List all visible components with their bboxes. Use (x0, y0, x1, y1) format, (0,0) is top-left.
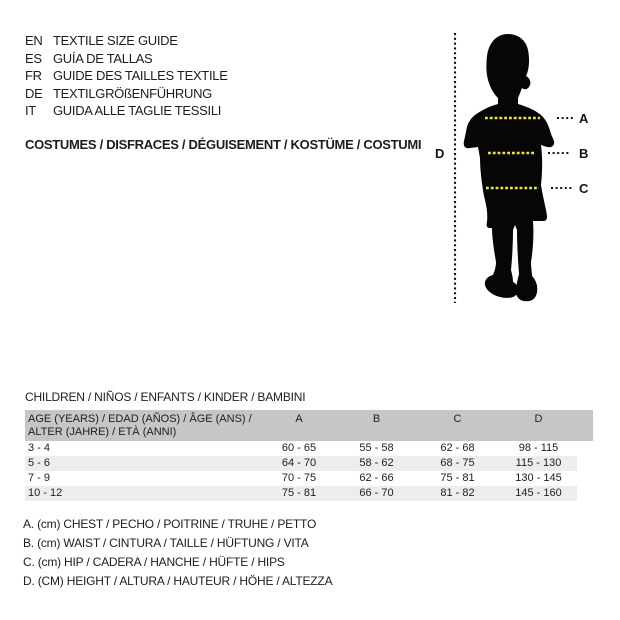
language-label: GUIDE DES TAILLES TEXTILE (53, 68, 228, 84)
legend-item-chest: A. (cm) CHEST / PECHO / POITRINE / TRUHE / PETTO (23, 517, 317, 532)
legend-item-hip: C. (cm) HIP / CADERA / HANCHE / HÜFTE / HIPS (23, 554, 285, 569)
language-code: FR (25, 68, 42, 84)
waist-cell: 58 - 62 (359, 457, 394, 469)
language-code: IT (25, 103, 36, 119)
waist-cell: 66 - 70 (359, 487, 394, 499)
table-row (25, 471, 577, 486)
language-label: TEXTILE SIZE GUIDE (53, 33, 178, 49)
list-item (25, 67, 228, 85)
label-b: B (579, 146, 589, 161)
age-column-header (25, 410, 260, 439)
hip-cell: 75 - 81 (440, 472, 475, 484)
list-item (25, 50, 228, 68)
chest-cell: 75 - 81 (281, 487, 317, 499)
size-table (25, 410, 593, 501)
age-cell: 3 - 4 (28, 442, 51, 454)
child-silhouette (464, 34, 554, 301)
table-row (25, 456, 577, 471)
legend-item-waist: B. (cm) WAIST / CINTURA / TAILLE / HÜFTUNG / VITA (23, 536, 309, 551)
language-label: TEXTILGRÖßENFÜHRUNG (53, 85, 212, 101)
chest-cell: 70 - 75 (281, 472, 317, 484)
height-cell: 98 - 115 (518, 442, 559, 454)
language-code: EN (25, 33, 43, 49)
chest-cell: 64 - 70 (281, 457, 317, 469)
waist-cell: 62 - 66 (359, 472, 394, 484)
age-header-line2: ALTER (JAHRE) / ETÀ (ANNI) (28, 426, 177, 438)
legend-item-height: D. (CM) HEIGHT / ALTURA / HAUTEUR / HÖHE / ALTEZZA (23, 573, 333, 588)
hip-cell: 81 - 82 (440, 487, 475, 499)
table-row (25, 441, 577, 456)
chest-cell: 60 - 65 (281, 442, 317, 454)
list-item (25, 102, 228, 120)
language-code: DE (25, 85, 43, 101)
height-cell: 115 - 130 (515, 457, 562, 469)
table-header-row (25, 410, 593, 441)
age-cell: 7 - 9 (28, 472, 51, 484)
table-row (25, 486, 577, 501)
age-header-line1: AGE (YEARS) / EDAD (AÑOS) / ÂGE (ANS) / (28, 413, 252, 425)
column-header-a: A (295, 413, 303, 425)
list-item (25, 32, 228, 50)
label-a: A (579, 111, 589, 126)
column-header-b: B (372, 413, 381, 425)
section-title-children: CHILDREN / NIÑOS / ENFANTS / KINDER / BAMBINI (25, 390, 306, 404)
height-cell: 145 - 160 (515, 487, 562, 499)
measurement-diagram (420, 20, 620, 320)
category-title: COSTUMES / DISFRACES / DÉGUISEMENT / KOSTÜME / COSTUMI (25, 137, 422, 152)
language-label: GUÍA DE TALLAS (53, 50, 153, 66)
language-list (25, 32, 228, 120)
hip-cell: 68 - 75 (440, 457, 475, 469)
label-c: C (579, 181, 589, 196)
measurement-legend (23, 515, 332, 590)
column-header-c: C (453, 413, 462, 425)
language-label: GUIDA ALLE TAGLIE TESSILI (53, 103, 222, 119)
waist-cell: 55 - 58 (359, 442, 394, 454)
language-code: ES (25, 50, 42, 66)
age-cell: 5 - 6 (28, 457, 51, 469)
hip-cell: 62 - 68 (440, 442, 475, 454)
list-item (25, 85, 228, 103)
height-cell: 130 - 145 (515, 472, 562, 484)
label-d: D (435, 146, 445, 161)
column-header-d: D (534, 413, 543, 425)
age-cell: 10 - 12 (28, 487, 63, 499)
